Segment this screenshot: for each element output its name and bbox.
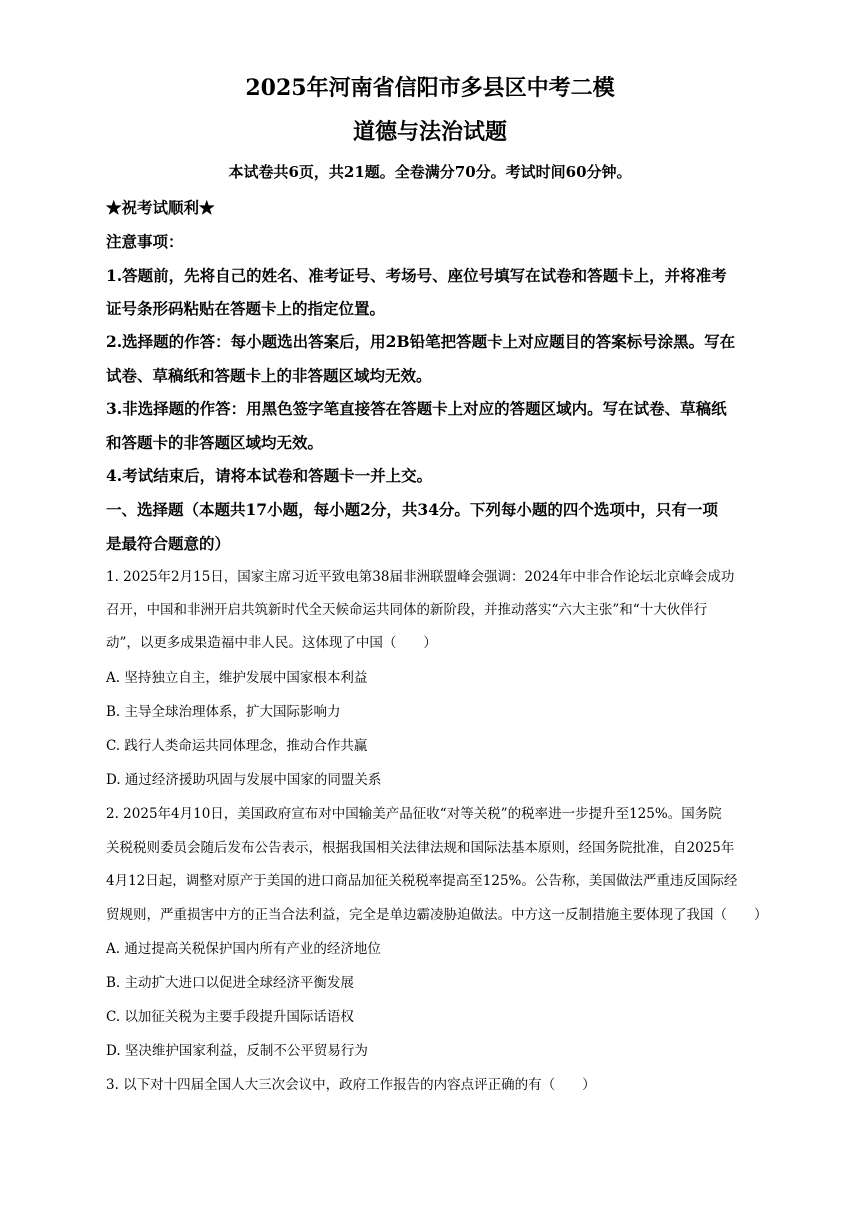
notice-line: 2.选择题的作答：每小题选出答案后，用2B铅笔把答题卡上对应题目的答案标号涂黑。写在 xyxy=(106,332,736,351)
question-1-stem: 召开，中国和非洲开启共筑新时代全天候命运共同体的新阶段，并推动落实“六大主张”和“十大伙伴行 xyxy=(106,602,708,618)
exam-title: 2025年河南省信阳市多县区中考二模 xyxy=(245,75,615,101)
question-2-option-c: C. 以加征关税为主要手段提升国际话语权 xyxy=(106,1009,354,1025)
exam-subject-title: 道德与法治试题 xyxy=(352,119,507,145)
question-1-option-c: C. 践行人类命运共同体理念，推动合作共赢 xyxy=(106,738,368,754)
question-2-option-d: D. 坚决维护国家利益，反制不公平贸易行为 xyxy=(106,1043,368,1059)
notice-line: 试卷、草稿纸和答题卡上的非答题区域均无效。 xyxy=(106,366,432,385)
notice-line: 证号条形码粘贴在答题卡上的指定位置。 xyxy=(106,299,386,318)
question-1-option-a: A. 坚持独立自主，维护发展中国家根本利益 xyxy=(106,670,368,686)
question-2-stem: 2. 2025年4月10日，美国政府宣布对中国输美产品征收“对等关税”的税率进一步提升至125%。国务院 xyxy=(106,806,722,822)
section-heading: 一、选择题（本题共17小题，每小题2分，共34分。下列每小题的四个选项中，只有一项 xyxy=(106,500,718,519)
notice-line: 1.答题前，先将自己的姓名、准考证号、考场号、座位号填写在试卷和答题卡上，并将准考 xyxy=(106,266,727,285)
question-1-option-b: B. 主导全球治理体系，扩大国际影响力 xyxy=(106,704,341,720)
question-3-stem: 3. 以下对十四届全国人大三次会议中，政府工作报告的内容点评正确的有（ ） xyxy=(106,1077,596,1093)
question-1-stem: 动”，以更多成果造福中非人民。这体现了中国（ ） xyxy=(106,635,437,651)
question-1-stem: 1. 2025年2月15日，国家主席习近平致电第38届非洲联盟峰会强调：2024年中非合作论坛北京峰会成功 xyxy=(106,569,735,585)
question-1-option-d: D. 通过经济援助巩固与发展中国家的同盟关系 xyxy=(106,772,382,788)
notice-heading: 注意事项： xyxy=(106,232,184,251)
question-2-option-a: A. 通过提高关税保护国内所有产业的经济地位 xyxy=(106,941,381,957)
notice-line: 和答题卡的非答题区域均无效。 xyxy=(106,433,324,452)
question-2-option-b: B. 主动扩大进口以促进全球经济平衡发展 xyxy=(106,975,355,991)
question-2-stem: 关税税则委员会随后发布公告表示，根据我国相关法律法规和国际法基本原则，经国务院批准，自2025年 xyxy=(106,840,735,856)
notice-line: 4.考试结束后，请将本试卷和答题卡一并上交。 xyxy=(106,466,433,485)
question-2-stem: 4月12日起，调整对原产于美国的进口商品加征关税税率提高至125%。公告称，美国做法严重违反国际经 xyxy=(106,873,738,889)
exam-info: 本试卷共6页，共21题。全卷满分70分。考试时间60分钟。 xyxy=(228,163,632,181)
good-luck-line: ★祝考试顺利★ xyxy=(106,198,215,217)
question-2-stem: 贸规则，严重损害中方的正当合法利益，完全是单边霸凌胁迫做法。中方这一反制措施主要体现了我国（ ） xyxy=(106,907,768,923)
section-heading-cont: 是最符合题意的） xyxy=(106,534,231,553)
notice-line: 3.非选择题的作答：用黑色签字笔直接答在答题卡上对应的答题区域内。写在试卷、草稿纸 xyxy=(106,399,727,418)
